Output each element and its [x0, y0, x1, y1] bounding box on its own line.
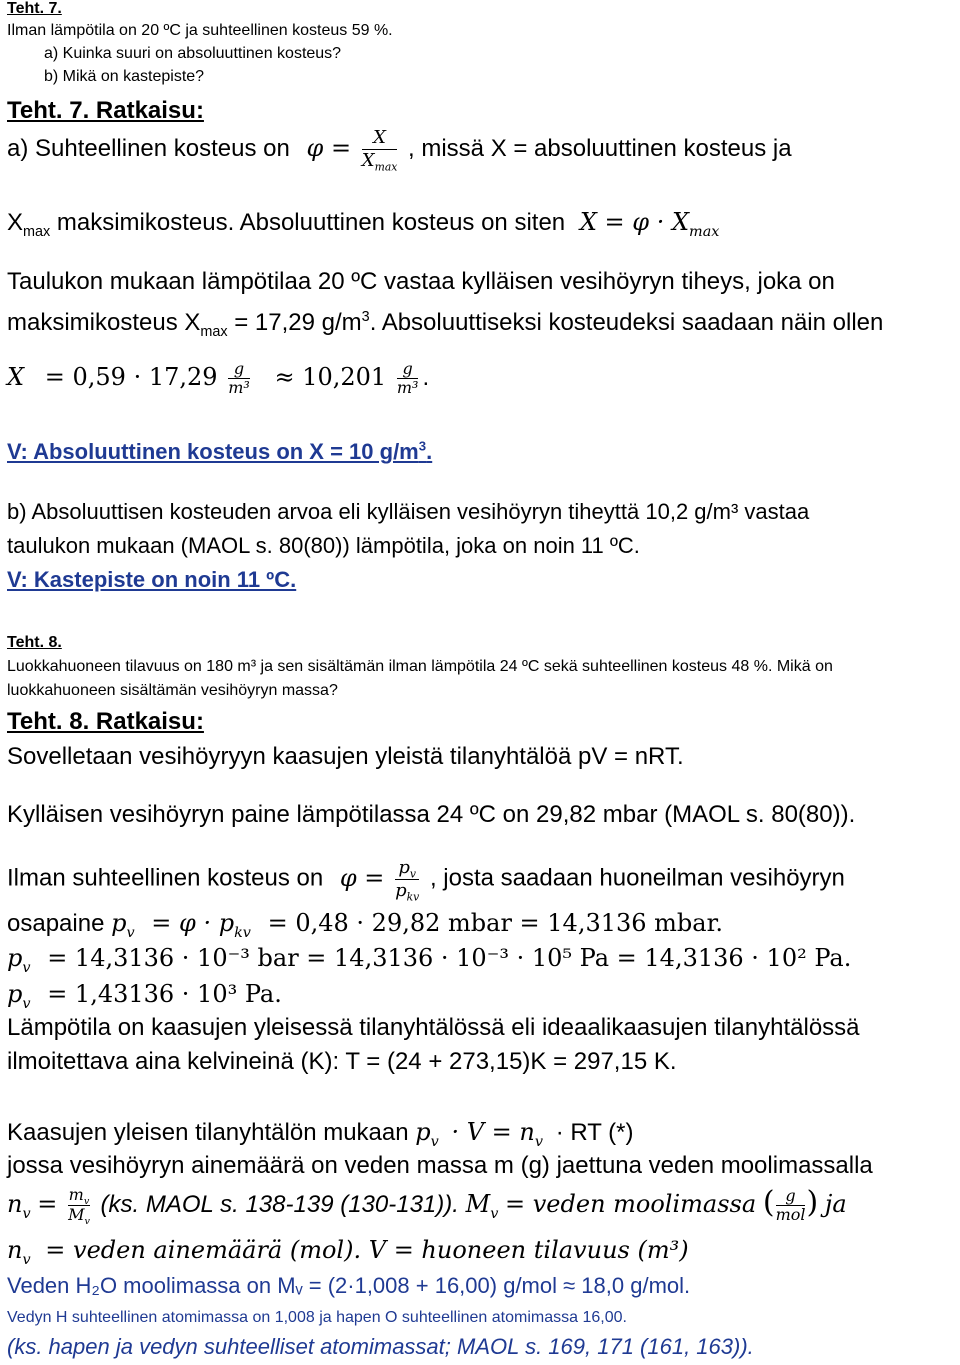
t7-heading: Teht. 7. — [7, 0, 62, 17]
t7-line-xmax: $X_{max}$ maksimikosteus. Absoluuttinen kosteus on siten $X = \varphi \cdot X_{max}$ — [7, 208, 720, 240]
t8-line-6: $p_v = 1,43136 \cdot 10^3$ Pa. — [7, 980, 282, 1012]
t8-line-2: Kylläisen vesihöyryn paine lämpötilassa 24 ºC on 29,82 mbar (MAOL s. 80(80)). — [7, 801, 856, 828]
t8-line-13: Veden H₂O moolimassa on Mᵥ = (2·1,008 + 16,00) g/mol ≈ 18,0 g/mol. — [7, 1273, 691, 1298]
t8-line-4: osapaine $p_v = \varphi \cdot p_{kv} = 0,48 \cdot 29,82$ mbar = 14,3136 mbar. — [7, 909, 724, 941]
t8-line-8: ilmoitettava aina kelvineinä (K): T = (24 + 273,15)K = 297,15 K. — [7, 1048, 677, 1075]
t7-solution-heading: Teht. 7. Ratkaisu: — [7, 97, 204, 124]
t7-answer-a: V: Absoluuttinen kosteus on X = 10 $g/m^3$. — [7, 438, 433, 464]
t7-answer-b: V: Kastepiste on noin 11 ºC. — [7, 567, 297, 592]
t7-taulukon-1: Taulukon mukaan lämpötilaa 20 ºC vastaa kylläisen vesihöyryn tiheys, joka on — [7, 268, 835, 295]
t7-taulukon-2: maksimikosteus $X_{max} = 17,29$ $g/m^3$. Absoluuttiseksi kosteudeksi saadaan näin ollen — [7, 309, 884, 340]
t8-line-15: (ks. hapen ja vedyn suhteelliset atomimassat; MAOL s. 169, 171 (161, 163)). — [7, 1334, 754, 1359]
t8-line-12: $n_v$ = veden ainemäärä (mol). V = huoneen tilavuus (m³) — [7, 1236, 689, 1268]
t8-line-1: Sovelletaan vesihöyryyn kaasujen yleistä tilanyhtälöä pV = nRT. — [7, 743, 684, 770]
t8-heading: Teht. 8. — [7, 634, 62, 651]
t8-problem-2: luokkahuoneen sisältämän vesihöyryn massa? — [7, 682, 338, 699]
t7-part-b-1: b) Absoluuttisen kosteuden arvoa eli kylläisen vesihöyryn tiheyttä 10,2 g/m³ vastaa — [7, 499, 810, 524]
t7-part-b-2: taulukon mukaan (MAOL s. 80(80)) lämpötila, joka on noin 11 ºC. — [7, 533, 640, 558]
t8-line-9: Kaasujen yleisen tilanyhtälön mukaan $p_v \cdot V = n_v$ · RT (*) — [7, 1118, 634, 1150]
t7-problem: Ilman lämpötila on 20 ºC ja suhteellinen kosteus 59 %. — [7, 22, 393, 39]
t8-problem-1: Luokkahuoneen tilavuus on 180 m³ ja sen sisältämän ilman lämpötila 24 ºC sekä suhteellinen kosteus 48 %. Mikä on — [7, 658, 833, 675]
t8-line-14: Vedyn H suhteellinen atomimassa on 1,008 ja hapen O suhteellinen atomimassa 16,00. — [7, 1309, 627, 1326]
t8-line-5: $p_v = 14,3136 \cdot 10^{-3}$ bar = 14,3136 · 10⁻³ · 10⁵ Pa = 14,3136 · 10² Pa. — [7, 944, 852, 976]
t7-calculation: X = 0,59 · 17,29 $\frac{g}{\text{m³}}$ ≈ 10,201 $\frac{g}{\text{m³}}$ . — [7, 359, 430, 398]
t7-question-b: b) Mikä on kastepiste? — [44, 68, 205, 85]
t8-line-10: jossa vesihöyryn ainemäärä on veden massa m (g) jaettuna veden moolimassalla — [7, 1152, 873, 1179]
t7-question-a: a) Kuinka suuri on absoluuttinen kosteus? — [44, 45, 342, 62]
t7-line-a: a) Suhteellinen kosteus on φ = $\frac{X}{X_{max}}$ , missä X = absoluuttinen kosteus ja — [7, 127, 792, 174]
t8-line-7: Lämpötila on kaasujen yleisessä tilanyhtälössä eli ideaalikaasujen tilanyhtälössä — [7, 1014, 860, 1041]
t8-solution-heading: Teht. 8. Ratkaisu: — [7, 708, 204, 735]
t8-line-3: Ilman suhteellinen kosteus on φ = $\frac{p_v}{p_{kv}}$ , josta saadaan huoneilman vesihöyryn — [7, 857, 845, 904]
t8-line-11: $n_v$ = $\frac{m_v}{M_v}$ (ks. MAOL s. 138-139 (130-131)). $M_v$ = veden moolimassa ( $\frac{g}{\text{mol}}$ ) ja — [7, 1184, 847, 1228]
